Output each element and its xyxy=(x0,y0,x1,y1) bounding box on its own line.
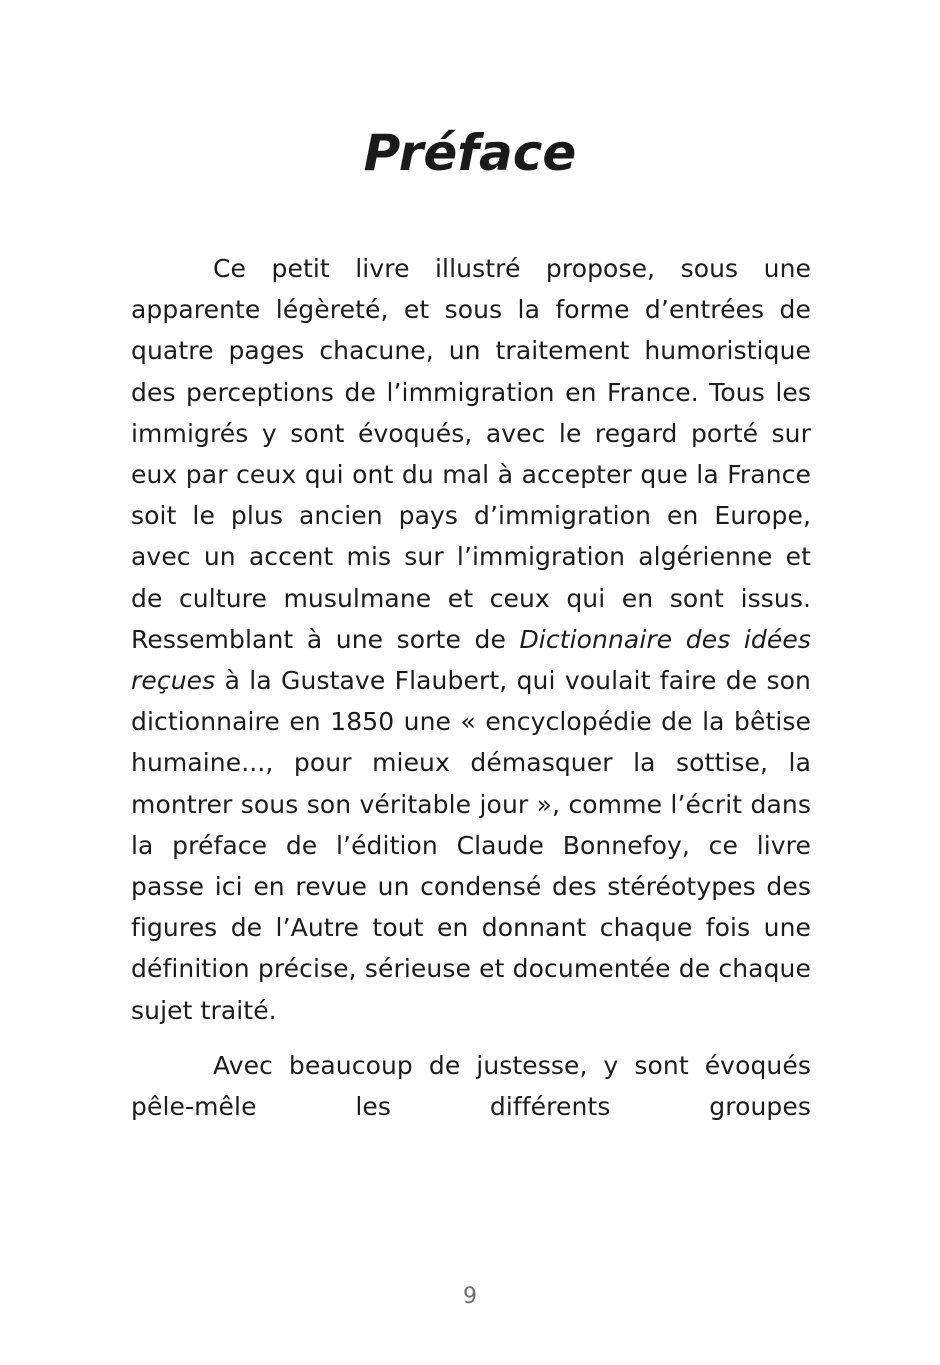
text-segment: à la Gustave Flaubert, qui voulait faire de son dictionnaire en 1850 une « encyclopédie de la bêtise humaine..., pour mieux démasquer la sottise, la montrer sous son véritable jour », comme l’écrit dans la préface de l’édition Claude Bonnefoy, ce livre passe ici en revue un condensé des stéréotypes des figures de l’Autre tout en donnant chaque fois une définition précise, sérieuse et documentée de chaque sujet traité. xyxy=(131,666,811,1025)
book-title-italic: Dictionnaire des idées reçues xyxy=(131,624,811,696)
page-title: Préface xyxy=(363,124,577,182)
paragraph-1 xyxy=(131,248,811,1031)
paragraph-2 xyxy=(131,1045,811,1127)
text-segment: Ce petit livre illustré propose, sous une apparente légèreté, et sous la forme d’entrées de quatre pages chacune, un traitement humoristique des perceptions de l’immigration en France. Tous les immigrés y sont évoqués, avec le regard porté sur eux par ceux qui ont du mal à accepter que la France soit le plus ancien pays d’immigration en Europe, avec un accent mis sur l’immigration algérienne et de culture musulmane et ceux qui en sont issus. Ressemblant à une sorte de xyxy=(131,254,811,654)
text-segment: Avec beaucoup de justesse, y sont évoqués pêle-mêle les différents groupes xyxy=(131,1050,811,1122)
body-text xyxy=(131,248,811,1127)
page-number: 9 xyxy=(463,1284,477,1309)
